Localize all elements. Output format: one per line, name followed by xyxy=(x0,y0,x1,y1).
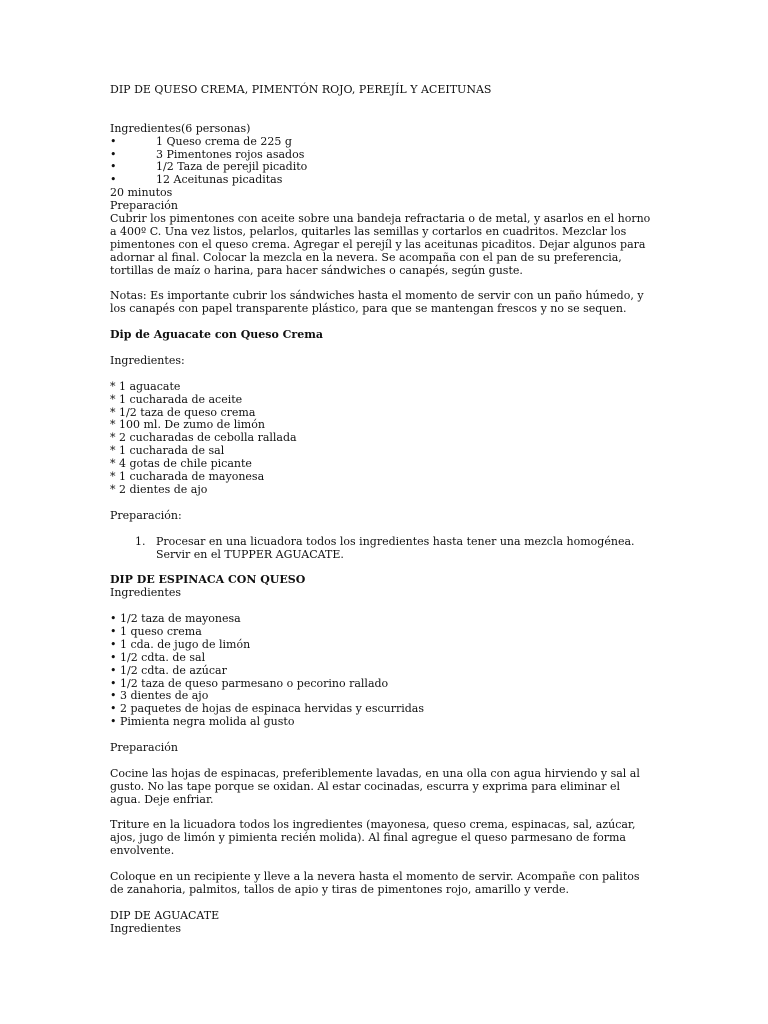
ingredients-heading: Ingredientes(6 personas) xyxy=(110,121,251,135)
ingredients-heading: Ingredientes xyxy=(110,586,181,600)
ingredients-heading: Ingredientes xyxy=(110,921,181,935)
prep-paragraph: Cubrir los pimentones con aceite sobre una bandeja refractaria o de metal, y asarlos en el horno a 400º C. Una vez listos, pelarlos, quitarles las semillas y cortarlos en cuadritos. Mezclar los pimentones con el queso crema. Agregar el perejíl y las aceitunas picaditos. Dejar algunos para adornar al final. Colocar la mezcla en la nevera. Se acompaña con el pan de su preferencia, tortillas de maíz o harina, para hacer sándwiches o canapés, según guste. xyxy=(110,212,651,277)
list-item: • Pimienta negra molida al gusto xyxy=(110,715,295,729)
list-item: • 3 Pimentones rojos asados xyxy=(110,147,305,161)
document-page xyxy=(110,84,670,936)
list-item: • 3 dientes de ajo xyxy=(110,689,209,703)
ingredients-list xyxy=(110,381,670,497)
step-number: 1. xyxy=(135,534,146,548)
list-item: • 1 queso crema xyxy=(110,624,202,638)
list-item: • 1/2 taza de mayonesa xyxy=(110,612,241,626)
list-item: • 1/2 cdta. de sal xyxy=(110,650,206,664)
recipe-title: DIP DE QUESO CREMA, PIMENTÓN ROJO, PEREJÍL Y ACEITUNAS xyxy=(110,83,492,96)
list-item: * 2 dientes de ajo xyxy=(110,483,208,497)
prep-paragraph: Coloque en un recipiente y lleve a la nevera hasta el momento de servir. Acompañe con palitos de zanahoria, palmitos, tallos de apio y tiras de pimentones rojo, amarillo y verde. xyxy=(110,870,640,896)
numbered-step: 1. Procesar en una licuadora todos los ingredientes hasta tener una mezcla homogénea. Servir en el TUPPER AGUACATE. xyxy=(135,534,635,561)
list-item: • 12 Aceitunas picaditas xyxy=(110,173,283,187)
list-item: • 1/2 taza de queso parmesano o pecorino rallado xyxy=(110,676,389,690)
prep-paragraph: Triture en la licuadora todos los ingredientes (mayonesa, queso crema, espinacas, sal, azúcar, ajos, jugo de limón y pimienta recién molida). Al final agregue el queso parmesano de forma envolvente. xyxy=(110,818,636,858)
list-item: • 1 Queso crema de 225 g xyxy=(110,134,292,148)
list-item: • 1 cda. de jugo de limón xyxy=(110,637,251,651)
notes-paragraph: Notas: Es importante cubrir los sándwiches hasta el momento de servir con un paño húmedo, y los canapés con papel transparente plástico, para que se mantengan frescos y no se sequen. xyxy=(110,289,644,316)
list-item: • 2 paquetes de hojas de espinaca hervidas y escurridas xyxy=(110,702,424,716)
list-item: * 1 cucharada de aceite xyxy=(110,392,243,406)
ingredients-list xyxy=(110,136,670,188)
list-item: * 4 gotas de chile picante xyxy=(110,457,252,471)
list-item: * 100 ml. De zumo de limón xyxy=(110,418,265,432)
bullet-icon: • xyxy=(110,173,117,187)
recipe-title: DIP DE AGUACATE xyxy=(110,908,220,922)
prep-heading: Preparación: xyxy=(110,508,182,522)
list-item: * 1/2 taza de queso crema xyxy=(110,405,256,419)
list-item: * 1 cucharada de sal xyxy=(110,444,225,458)
list-item: * 1 aguacate xyxy=(110,379,181,393)
list-item: * 2 cucharadas de cebolla rallada xyxy=(110,431,297,445)
prep-heading: Preparación xyxy=(110,199,178,213)
list-item: • 1/2 Taza de perejil picadito xyxy=(110,160,308,174)
bullet-icon: • xyxy=(110,147,117,161)
recipe-title: Dip de Aguacate con Queso Crema xyxy=(110,328,323,342)
prep-time: 20 minutos xyxy=(110,186,173,200)
ingredients-list xyxy=(110,613,670,729)
prep-heading: Preparación xyxy=(110,741,178,755)
list-item: • 1/2 cdta. de azúcar xyxy=(110,663,227,677)
bullet-icon: • xyxy=(110,134,117,148)
ingredients-heading: Ingredientes: xyxy=(110,353,185,367)
prep-paragraph: Cocine las hojas de espinacas, preferiblemente lavadas, en una olla con agua hirviendo y sal al gusto. No las tape porque se oxidan. Al estar cocinadas, escurra y exprima para eliminar el agua. Deje enfriar. xyxy=(110,766,640,806)
recipe-title: DIP DE ESPINACA CON QUESO xyxy=(110,573,306,587)
list-item: * 1 cucharada de mayonesa xyxy=(110,470,265,484)
bullet-icon: • xyxy=(110,160,117,174)
